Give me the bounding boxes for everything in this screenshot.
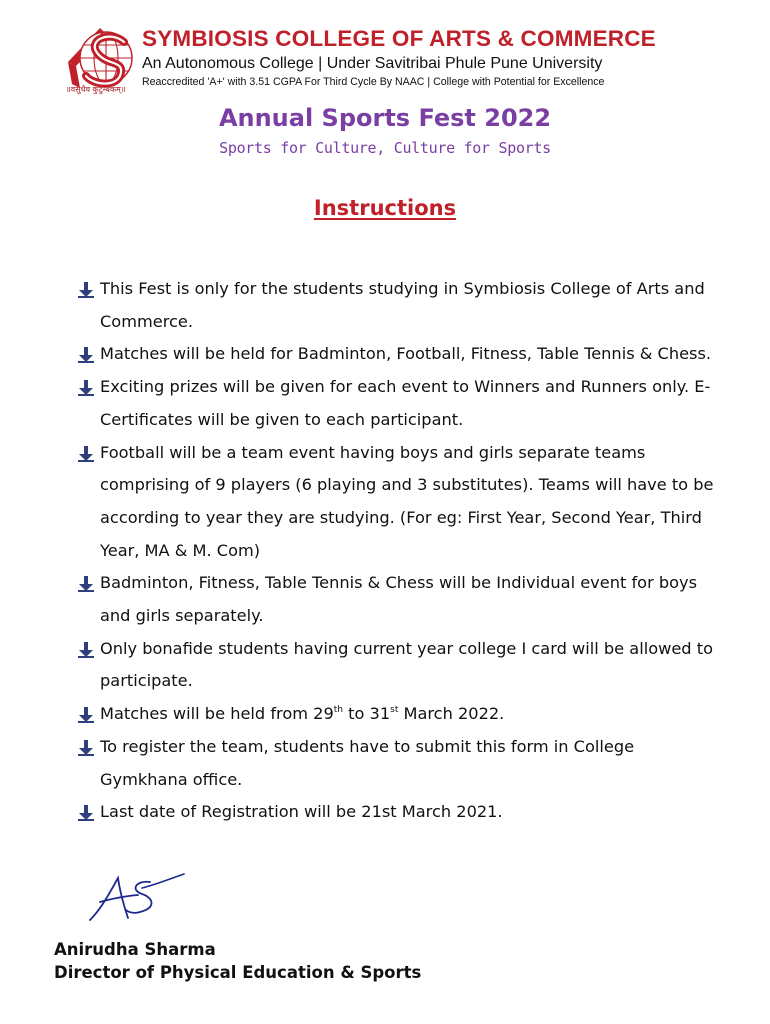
match-dates-mid: to 31 xyxy=(342,704,391,724)
down-arrow-bullet-icon xyxy=(78,380,94,396)
instruction-text: Exciting prizes will be given for each event to Winners and Runners only. E- Certificates will be given to each participant. xyxy=(100,377,711,429)
ordinal-suffix: st xyxy=(390,705,399,716)
college-name: SYMBIOSIS COLLEGE OF ARTS & COMMERCE xyxy=(142,26,656,51)
instruction-item xyxy=(74,567,724,632)
instruction-text: This Fest is only for the students studying in Symbiosis College of Arts and Commerce. xyxy=(100,279,705,331)
down-arrow-bullet-icon xyxy=(78,347,94,363)
instruction-item xyxy=(74,338,724,371)
instructions-heading: Instructions xyxy=(313,196,457,220)
ordinal-suffix: th xyxy=(333,705,343,716)
instruction-text: Badminton, Fitness, Table Tennis & Chess will be Individual event for boys and girls separately. xyxy=(100,573,698,626)
college-motto: ॥वसुधैव कुटुम्बकम्॥ xyxy=(66,85,126,94)
college-header xyxy=(66,24,706,100)
instruction-text: To register the team, students have to submit this form in College Gymkhana office. xyxy=(100,736,635,789)
instruction-text: Last date of Registration will be 21st March 2021. xyxy=(100,802,503,822)
down-arrow-bullet-icon xyxy=(78,740,94,756)
down-arrow-bullet-icon xyxy=(78,642,94,658)
fest-title: Annual Sports Fest 2022 xyxy=(218,104,552,132)
down-arrow-bullet-icon xyxy=(78,707,94,723)
signature xyxy=(80,868,190,928)
down-arrow-bullet-icon xyxy=(78,805,94,821)
instructions-list xyxy=(74,273,724,829)
match-dates-post: March 2022. xyxy=(398,704,505,724)
down-arrow-bullet-icon xyxy=(78,576,94,592)
instruction-item xyxy=(74,731,724,796)
match-dates-pre: Matches will be held from 29 xyxy=(100,704,334,724)
down-arrow-bullet-icon xyxy=(78,282,94,298)
down-arrow-bullet-icon xyxy=(78,446,94,462)
instruction-item xyxy=(74,371,724,436)
signatory-name: Anirudha Sharma xyxy=(54,940,216,959)
signatory-title: Director of Physical Education & Sports xyxy=(54,963,422,982)
instruction-item xyxy=(74,273,724,338)
instruction-text xyxy=(100,704,504,723)
instruction-text: Football will be a team event having boys and girls separate teams comprising of 9 players (6 playing and 3 substitutes). Teams will have to be according to year they are studying. (For eg: First Year, Second Year, Third Year, MA & M. Com) xyxy=(100,442,714,560)
instruction-text: Matches will be held for Badminton, Football, Fitness, Table Tennis & Chess. xyxy=(100,344,712,364)
instruction-text: Only bonafide students having current year college I card will be allowed to participate. xyxy=(100,638,713,691)
college-accreditation: Reaccredited 'A+' with 3.51 CGPA For Third Cycle By NAAC | College with Potential for Excellence xyxy=(142,76,605,88)
instruction-item xyxy=(74,437,724,568)
fest-tagline: Sports for Culture, Culture for Sports xyxy=(219,139,551,157)
instruction-item xyxy=(74,796,724,829)
instruction-item xyxy=(74,633,724,698)
college-subtitle: An Autonomous College | Under Savitribai Phule Pune University xyxy=(142,55,603,72)
instruction-item xyxy=(74,698,724,731)
